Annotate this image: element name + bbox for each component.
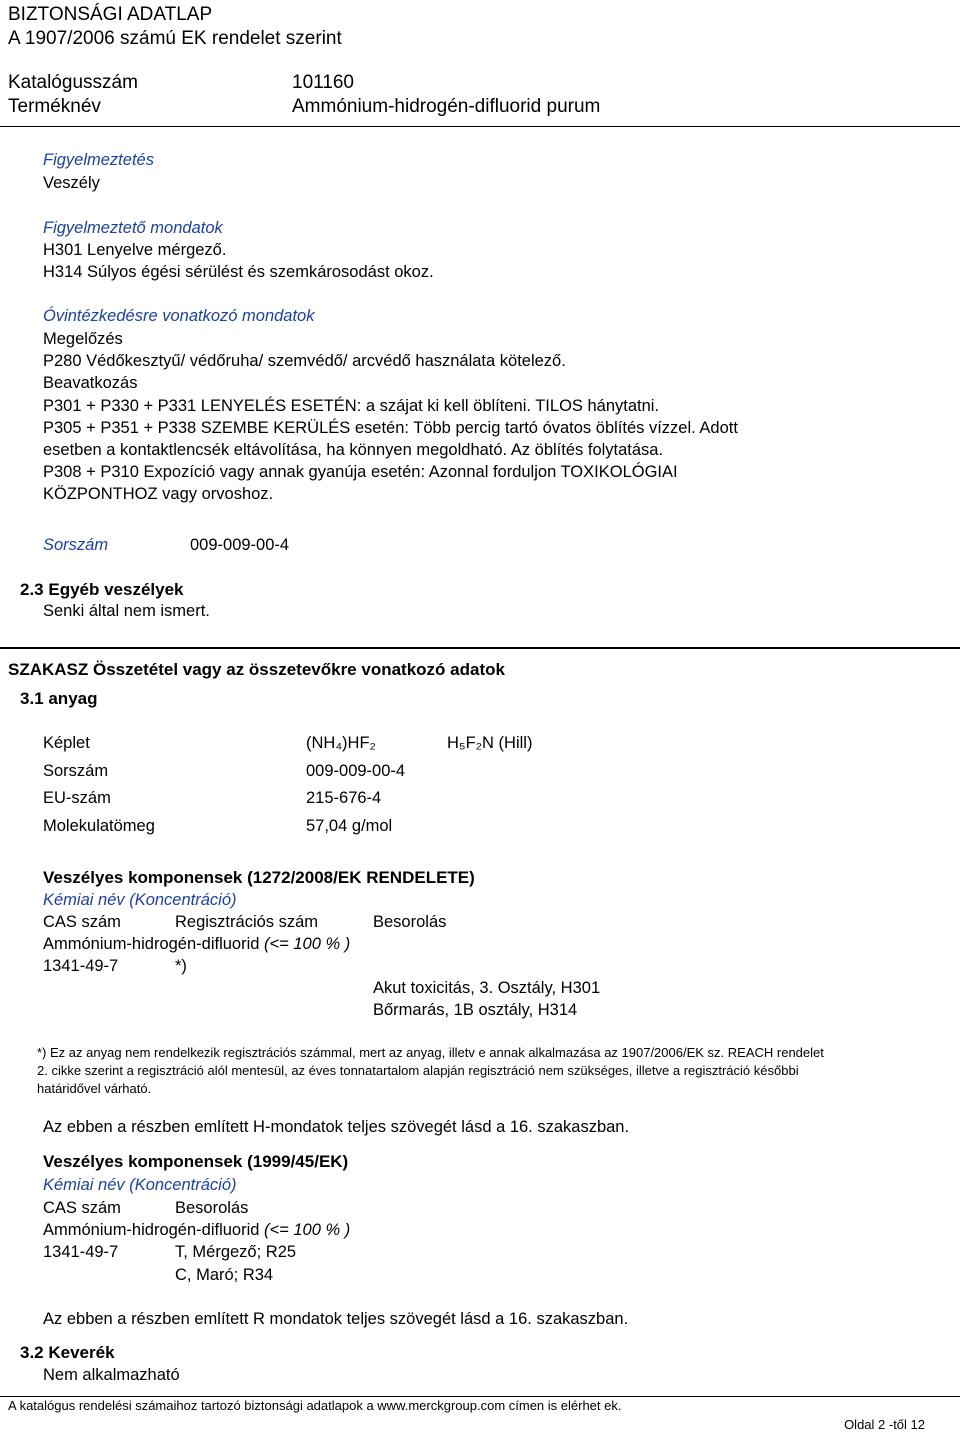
component-concentration: (<= 100 % ) bbox=[264, 935, 351, 953]
property-value: 215-676-4 bbox=[306, 789, 382, 807]
property-value: 57,04 g/mol bbox=[306, 817, 393, 835]
r-statements-note: Az ebben a részben említett R mondatok teljes szövegét lásd a 16. szakaszban. bbox=[43, 1310, 629, 1328]
response-label: Beavatkozás bbox=[43, 374, 138, 392]
property-label: Sorszám bbox=[43, 762, 109, 780]
prevention-label: Megelőzés bbox=[43, 330, 123, 348]
property-value: 009-009-00-4 bbox=[306, 762, 406, 780]
response-line: esetben a kontaktlencsék eltávolítása, ha könnyen megoldható. Az öblítés folytatása. bbox=[43, 441, 664, 459]
footnote-line: *) Ez az anyag nem rendelkezik regisztrációs számmal, mert az anyag, illetv e annak alkalmazása az 1907/2006/EK sz. REACH rendelet bbox=[37, 1045, 824, 1060]
precaution-heading: Óvintézkedésre vonatkozó mondatok bbox=[43, 307, 315, 325]
catalog-value: 101160 bbox=[292, 72, 354, 93]
hazard-statement: H301 Lenyelve mérgező. bbox=[43, 241, 227, 259]
component-reg: *) bbox=[175, 957, 187, 975]
component-concentration: (<= 100 % ) bbox=[264, 1221, 351, 1239]
footnote-line: határidővel várható. bbox=[37, 1081, 152, 1096]
component-classification: Bőrmarás, 1B osztály, H314 bbox=[373, 1001, 578, 1019]
component-cas: 1341-49-7 bbox=[43, 957, 119, 975]
component-cas: 1341-49-7 bbox=[43, 1243, 119, 1261]
property-label: EU-szám bbox=[43, 789, 111, 807]
component-row bbox=[43, 1221, 350, 1240]
section-3-2-text: Nem alkalmazható bbox=[43, 1366, 180, 1384]
response-line: P305 + P351 + P338 SZEMBE KERÜLÉS esetén: Több percig tartó óvatos öblítés vízzel. Adott bbox=[43, 419, 738, 437]
component-row bbox=[43, 935, 350, 954]
footer-divider bbox=[0, 1396, 960, 1397]
cas-header: CAS szám bbox=[43, 1199, 121, 1217]
footer-note: A katalógus rendelési számaihoz tartozó biztonsági adatlapok a www.merckgroup.com címen is elérhet ek. bbox=[8, 1398, 622, 1413]
section-2-3-heading: 2.3 Egyéb veszélyek bbox=[20, 580, 184, 599]
chem-name-header: Kémiai név (Koncentráció) bbox=[43, 1176, 237, 1194]
response-line: KÖZPONTHOZ vagy orvoshoz. bbox=[43, 485, 274, 503]
product-label: Terméknév bbox=[8, 96, 101, 117]
product-value: Ammónium-hidrogén-difluorid purum bbox=[292, 96, 601, 117]
index-label: Sorszám bbox=[43, 536, 109, 554]
component-name: Ammónium-hidrogén-difluorid bbox=[43, 1221, 260, 1239]
section-2-3-text: Senki által nem ismert. bbox=[43, 602, 210, 620]
section-3-2-heading: 3.2 Keverék bbox=[20, 1343, 115, 1362]
components-1272-heading: Veszélyes komponensek (1272/2008/EK RENDELETE) bbox=[43, 868, 475, 887]
component-name: Ammónium-hidrogén-difluorid bbox=[43, 935, 260, 953]
signal-word-label: Figyelmeztetés bbox=[43, 151, 154, 169]
index-value: 009-009-00-4 bbox=[190, 536, 290, 554]
response-line: P301 + P330 + P331 LENYELÉS ESETÉN: a szájat ki kell öblíteni. TILOS hánytatni. bbox=[43, 397, 660, 415]
section-3-1-heading: 3.1 anyag bbox=[20, 689, 98, 708]
chem-name-header: Kémiai név (Koncentráció) bbox=[43, 891, 237, 909]
h-statements-note: Az ebben a részben említett H-mondatok teljes szövegét lásd a 16. szakaszban. bbox=[43, 1118, 630, 1136]
prevention-text: P280 Védőkesztyű/ védőruha/ szemvédő/ arcvédő használata kötelező. bbox=[43, 352, 566, 370]
response-line: P308 + P310 Expozíció vagy annak gyanúja esetén: Azonnal forduljon TOXIKOLÓGIAI bbox=[43, 463, 678, 481]
property-value: (NH₄)HF₂ bbox=[306, 734, 376, 752]
components-1999-heading: Veszélyes komponensek (1999/45/EK) bbox=[43, 1152, 349, 1171]
header-divider bbox=[0, 126, 960, 127]
signal-word-value: Veszély bbox=[43, 174, 100, 192]
regulation-subtitle: A 1907/2006 számú EK rendelet szerint bbox=[8, 28, 342, 49]
class-header: Besorolás bbox=[373, 913, 447, 931]
footnote-line: 2. cikke szerint a regisztráció alól mentesül, az éves tonnatartalom alapján regisztráció nem szükséges, illetve a regisztráció későbbi bbox=[37, 1063, 799, 1078]
page-number: Oldal 2 -től 12 bbox=[844, 1417, 925, 1432]
section-3-heading: SZAKASZ Összetétel vagy az összetevőkre vonatkozó adatok bbox=[8, 660, 505, 679]
property-extra: H₅F₂N (Hill) bbox=[447, 734, 533, 752]
property-label: Molekulatömeg bbox=[43, 817, 155, 835]
component-classification: C, Maró; R34 bbox=[175, 1266, 274, 1284]
component-classification: T, Mérgező; R25 bbox=[175, 1243, 297, 1261]
property-label: Képlet bbox=[43, 734, 90, 752]
reg-header: Regisztrációs szám bbox=[175, 913, 319, 931]
section-divider bbox=[0, 647, 960, 649]
cas-header: CAS szám bbox=[43, 913, 121, 931]
hazard-statements-heading: Figyelmeztető mondatok bbox=[43, 219, 223, 237]
document-title: BIZTONSÁGI ADATLAP bbox=[8, 4, 213, 25]
component-classification: Akut toxicitás, 3. Osztály, H301 bbox=[373, 979, 601, 997]
catalog-label: Katalógusszám bbox=[8, 72, 138, 93]
class-header: Besorolás bbox=[175, 1199, 249, 1217]
hazard-statement: H314 Súlyos égési sérülést és szemkárosodást okoz. bbox=[43, 263, 434, 281]
